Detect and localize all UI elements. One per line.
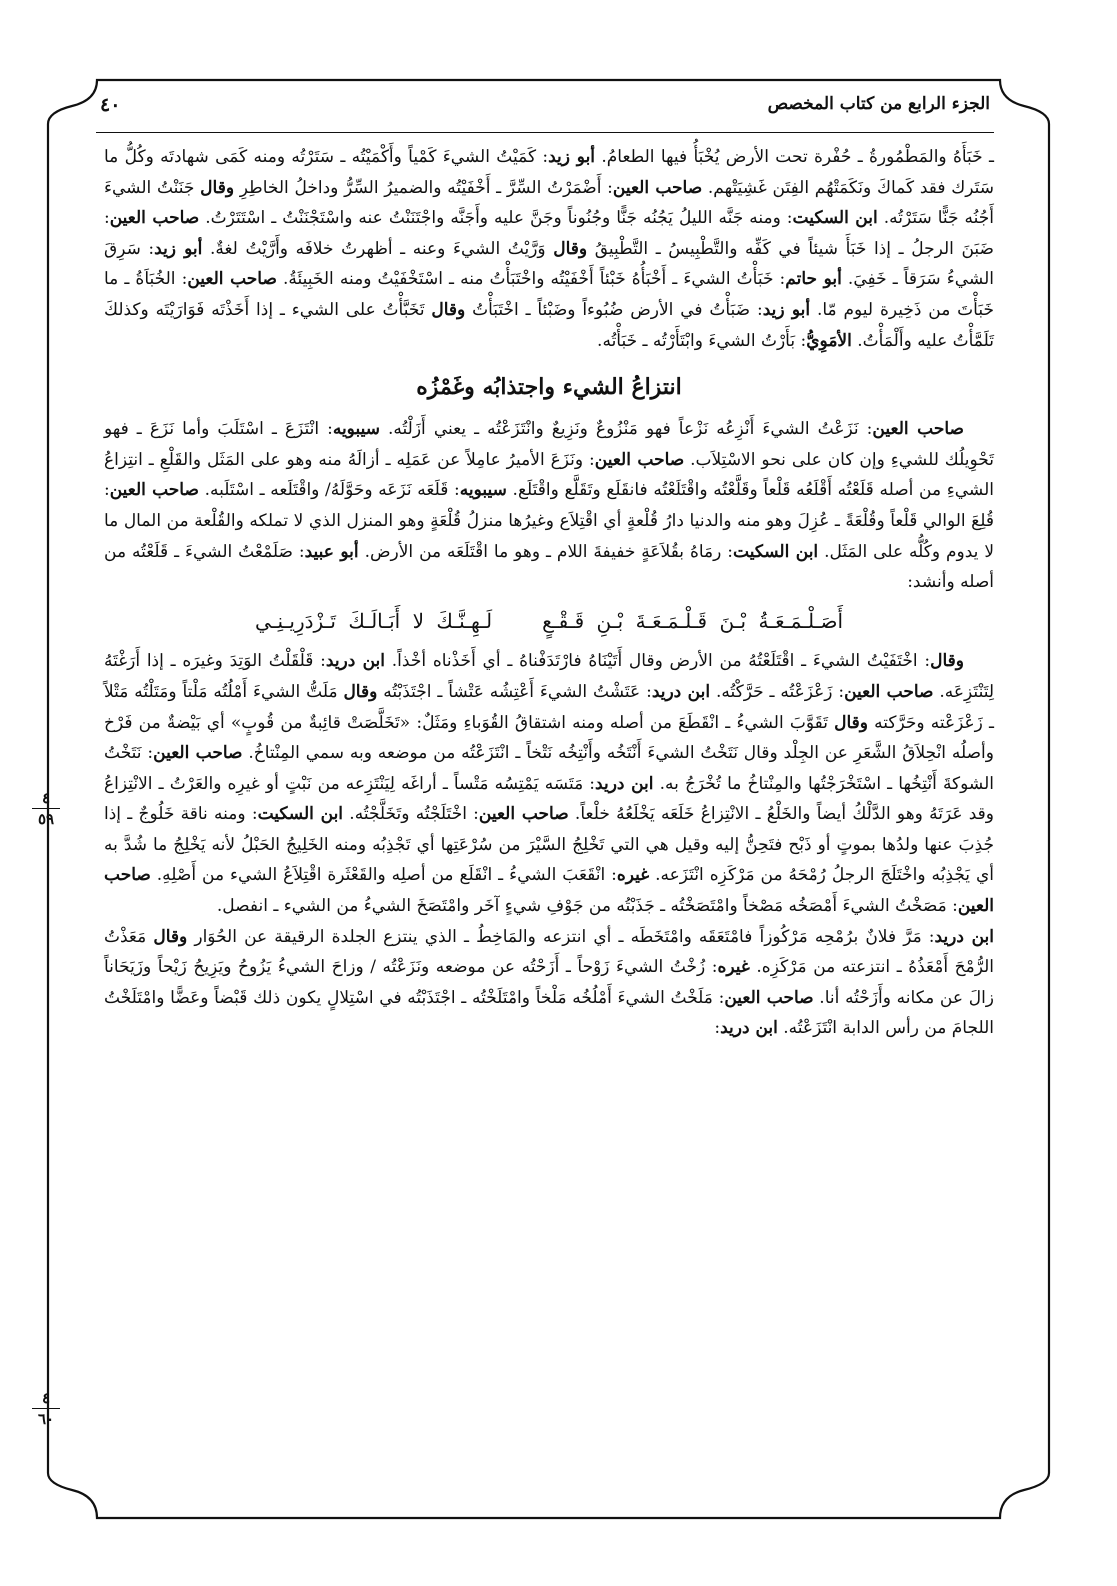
source-name: ابن السكيت [733, 541, 819, 562]
text-run: : ضَبَنَ الرجلُ ـ إذا خَبَأَ شيئاً في كَفِّه والتَّطْبِيسُ ـ التَّطْبِيقُ [104, 208, 994, 259]
text-run: : كَمَيْتُ الشيءَ كَمْياً وأَكْمَيْتُه ـ سَتَرْتُه ومنه كَمَى شهادتَه وكُلُّ ما سَتَرك فقد كَماكَ ونَكَمَتْهُم الفِتَن غَشِيَتْهم. [104, 147, 994, 198]
text-run: : انْتَزَعَ ـ اسْتَلَبَ وأما نَزَعَ ـ فهو تَحْوِيلُك للشيءِ وإن كان على نحو الاسْتِلاَب. [104, 419, 994, 470]
page-body [104, 142, 994, 1044]
margin-marker-folio: ٦٠ [37, 1410, 55, 1428]
source-name: صاحب العين [187, 269, 277, 290]
source-name: سيبويه [459, 480, 507, 501]
text-run: : زُخْتُ الشيءَ زَوْحاً ـ أَزَحْتُه عن موضعه ونَزَعْتُه / وزاحَ الشيءُ يَزُوحُ ويَزِيحُ زَيْحاً وزَيَحَاناً زالَ عن مكانه وأَزَحْتُه أنا. [104, 957, 995, 1008]
poetry-verse [104, 606, 994, 637]
text-run: تَقَوَّبَ الشيءُ ـ انْقَطَعَ من أصله ومنه اشتقاقُ القُوَباءِ ومَثَلٌ: «تَخَلَّصَتْ قائِبةٌ من قُوبٍ» أي بَيْضةٌ من فَرْخ وأصلُه انْحِلاَقُ الشَّعَرِ عن الجِلْد وقال نَتَخْتُ الشيءَ أَنْتَخُه وأَنْتِخُه نَتْخاً ـ انْتَزَعْتُه من موضعه وبه سمي المِنْتاخُ. [104, 712, 994, 764]
text-run: : ضَبَأْتُ في الأرض ضُبُوءاً وضَبْئاً ـ اخْتَبَأْتُ [465, 299, 763, 320]
text-run: : ومنه جَنَّه الليلُ يَجُنُه جَنًّا وجُنُوناً وجَنَّ عليه وأَجَنَّه واجْتَنَنْتُ عنه واسْتَجْنَنْتُ ـ اسْتَتَرْتُ. [199, 208, 793, 229]
page-number: ٤٠ [100, 94, 121, 116]
source-name: ابن دريد [651, 681, 711, 702]
source-name: ابن السكيت [792, 208, 878, 229]
text-run: : خَبَأْتُ الشيءَ ـ أَخْبَأُهُ خَبْئاً أَخْفَيْتُه واخْتَبَأْتُ منه ـ اسْتَخْفَيْتُ ومنه الخَبِيئَةُ. [276, 269, 786, 290]
paragraph-3 [104, 646, 994, 921]
source-name: صاحب العين [594, 449, 685, 470]
text-run: : قَلْقَلْتُ الوَتِدَ وغيرَه ـ إذا أَرَغْتَهُ لِتَنْتَزِعَه. [104, 651, 995, 702]
source-name: صاحب العين [478, 804, 569, 825]
text-run: مَلَتُّ الشيءَ أَمْلُتُه مَلْتاً ومَتَلْتُه مَتْلاً ـ زَعْزَعْته وحَرَّكته [104, 681, 994, 733]
text-run: : انْقَعَبَ الشيءُ ـ انْقَلَع من أصلِه والقَعْثَرة اقْتِلاَعُ الشيء من أَصْلِهِ. [150, 865, 617, 886]
source-name: أبو زيد [762, 299, 811, 320]
source-name: صاحب العين [109, 480, 199, 501]
source-name: صاحب العين [109, 208, 200, 229]
source-name: سيبويه [332, 419, 380, 440]
source-name: وقال [343, 681, 378, 702]
page-header [100, 88, 990, 128]
section-heading: انتزاعُ الشيء واجتذابُه وغَمْزُه [416, 374, 682, 401]
running-title: الجزء الرابع من كتاب المخصص [767, 94, 990, 114]
text-run: : قُلِعَ الوالي قَلْعاً وقُلْعَةً ـ عُزِلَ وهو منه والدنيا دارُ قُلْعةٍ أي اقْتِلاَع وغيرُها منزلُ قُلْعَةٍ وهو المنزل الذي لا تملكه والقُلْعة من المال ما لا يدوم وكُلُّه على المَثَل. [104, 480, 995, 562]
source-name: صاحب العين [612, 177, 703, 198]
text-run: : مَصَخْتُ الشيءَ أَمْصَخُه مَصْخاً وامْتَصَخْتُه ـ جَذَبْتُه من جَوْفِ شيءٍ آخَر وامْتَصَخَ الشيءُ من الشيء ـ انفصل. [216, 896, 958, 917]
text-run: : نَتَخْتُ الشوكةَ أَنْتِخُها ـ اسْتَخْرَجْتُها والمِنْتاخُ ما تُخْرَجُ به. [104, 743, 994, 794]
margin-folio-marker [28, 790, 64, 827]
text-run: : اخْتَلَجْتُه وتَخَلَّجْتُه. [343, 804, 479, 825]
text-run: : مَرَّ فلانٌ برُمْحِه مَرْكُوزاً فامْتَعَقَه وامْتَخَطَه ـ أي انتزعه والمَاخِطُ ـ الذي ينتزع الجلدة الرقيقة عن الحُوَار [187, 926, 935, 947]
text-run: ـ خَبَأَهُ والمَطْمُورةُ ـ حُفْرة تحت الأرض يُخْبَأُ فيها الطعامُ. [595, 147, 994, 167]
text-run: : ومنه ناقة خَلُوجٌ ـ إذا جُذِبَ عنها ولدُها بموتٍ أو ذَبْح فتَحِنُّ إليه وقيل هي التي تَخْلِجُ السَّيْرَ من سُرْعَتِها أي تَجْذِبُه ومنه الخَلِيجُ الحَبْلُ لأنه يَخْلِجُ ما شُدَّ به أي يَجْذِبُه واخْتَلَجَ الرجلُ رُمْحَهُ من مَرْكَزِه انْتَزَعه. [104, 804, 995, 886]
verse-hemistich-right: أَصَـلْـمَـعَـةُ بْـنَ قَـلْـمَـعَـةَ بْـنِ قَـقْـعٍ [542, 608, 844, 633]
source-name: وقال [200, 177, 235, 198]
text-run: : رمَاهُ بقُلاَعَةٍ خفيفةَ اللام ـ وهو ما اقْتَلَعَه من الأرض. [358, 541, 734, 562]
paragraph-2 [104, 414, 994, 598]
text-run: : مَلَخْتُ الشيءَ أَمْلُخُه مَلْخاً وامْتَلَخْتُه ـ اجْتَذَبْتُه في اسْتِلالٍ يكون ذلك قَبْضاً وعَضًّا وامْتَلَخْتُ اللجامَ من رأس الدابة انْتَزَعْتُه. [104, 987, 994, 1039]
source-name: أبو زيد [154, 238, 203, 259]
source-name: غيره [616, 865, 650, 886]
text-run: : مَتَسَه يَمْتِسُه مَتْساً ـ أراغَه لِيَنْتَزِعه من نَبْتٍ أو غيرِه والعَرْتُ ـ الانْتِزاعُ وقد عَرَتَهُ وهو الدَّلْكُ أيضاً والخَلْعُ ـ الانْتِزاعُ خَلَعَه يَخْلَعُهُ خلْعاً. [104, 773, 995, 825]
header-rule [96, 132, 994, 133]
text-run: جَنَنْتُ الشيءَ أَجُنُه جَنًّا سَتَرْتُه. [104, 177, 994, 229]
margin-marker-folio: ٥٩ [37, 810, 55, 828]
text-run: مَعَذْتُ الرُّمْحَ أَمْعَذُهُ ـ انتزعته من مَرْكَزِه. [104, 926, 994, 978]
text-run: : عَتَشْتُ الشيءَ أَعْتِشُه عَتْشاً ـ اجْتَذَبْتُه [377, 681, 652, 702]
text-run: : اخْتَفَيْتُ الشيءَ ـ اقْتَلَعْتُهُ من الأرض وقال أَتَيْنَاهُ فارْتَدَفْناهُ ـ أي أَخَذْناه أخْذاً. [385, 651, 931, 672]
source-name: ابن دريد [595, 773, 654, 794]
text-run: : صَلَمْعْتُ الشيءَ ـ قَلَعْتُه من أصله وأنشد: [104, 541, 994, 593]
source-name: وقال [153, 926, 188, 947]
text-run: : أَضْمَرْتُ السِّرَّ ـ أَخْفَيْتُه والضميرُ السِّرُّ وداخلُ الخاطِرِ [234, 177, 613, 198]
source-name: صاحب العين [724, 987, 814, 1008]
source-name: وقال [553, 238, 588, 259]
source-name: ابن دريد [720, 1018, 778, 1039]
source-name: صاحب العين [104, 865, 994, 917]
source-name: وقال [431, 299, 466, 320]
source-name: ابن السكيت [257, 804, 344, 825]
text-run: وَرَّيْتُ الشيءَ وعنه ـ أظهرتُ خلافَه وأَرَّيْتُ لغةٌ. [202, 238, 554, 259]
paragraph-4 [104, 922, 994, 1044]
verse-hemistich-left: لَـهِـنَّـكَ لا أَبَـالَـكَ تَـزْدَرِيـنِـي [254, 608, 493, 633]
text-run: تَخَبَّأْتُ على الشيء ـ إذا أَخَذْتَه فَوَارَيْتَه وكذلكَ تَلَمَّأْتُ عليه وأَلْمَأْتُ. [104, 299, 994, 351]
text-run: : زَعْزَعْتُه ـ حَرَّكْتُه. [710, 681, 845, 702]
source-name: وقال [834, 712, 868, 733]
source-name: أبو عبيد [304, 541, 359, 562]
text-run: : سَرِقَ الشيءُ سَرَقاً ـ خَفِيَ. [104, 238, 994, 290]
source-name: صاحب العين [844, 681, 934, 702]
text-run: : قَلَعَه نَزَعَه وحَوَّلَهُ/ واقْتَلَعه ـ اسْتَلَبه. [198, 480, 460, 501]
source-name: ابن دريد [934, 926, 994, 947]
text-run: : ونَزَعَ الأميرُ عامِلاً عن عَمَلِه ـ أزالَهُ منه وهو على المَثَل والقَلْعِ ـ انتِزاعُ الشيءِ من أصله قَلَعْتُه أَقْلَعُه قَلْعاً وقَلَّعْتُه واقْتَلَعْتُه فانقَلَع وتَقَلَّع واقْتَلَع. [104, 449, 994, 501]
text-run: : [714, 1018, 721, 1039]
margin-marker-volume: ٤ [41, 789, 51, 807]
source-name: أبو زيد [548, 147, 596, 167]
text-run: : بَأَرْتُ الشيءَ وابْتَأَرْتُه ـ خَبَأْتُه. [597, 330, 807, 351]
source-name: صاحب العين [153, 743, 243, 764]
text-run: : الخُبَاَةُ ـ ما خَبَأْتَ من ذَخِيرة ليوم مّا. [104, 269, 994, 320]
text-run: : نَزَعْتُ الشيءَ أَنْزِعُه نَزْعاً فهو مَنْزُوعٌ ونَزِيعٌ وانْتَزَعْتُه ـ يعني أَزَلْتُه. [379, 419, 873, 440]
source-name: وقال [930, 651, 965, 672]
source-name: غيره [717, 957, 750, 978]
paragraph-1 [104, 142, 994, 356]
source-name: ابن دريد [325, 651, 386, 672]
source-name: صاحب العين [872, 419, 964, 440]
margin-folio-marker [28, 1390, 64, 1427]
source-name: أبو حاتم [785, 269, 842, 290]
source-name: الأمَوِيُّ [806, 330, 852, 351]
margin-marker-volume: ٤ [41, 1389, 51, 1407]
